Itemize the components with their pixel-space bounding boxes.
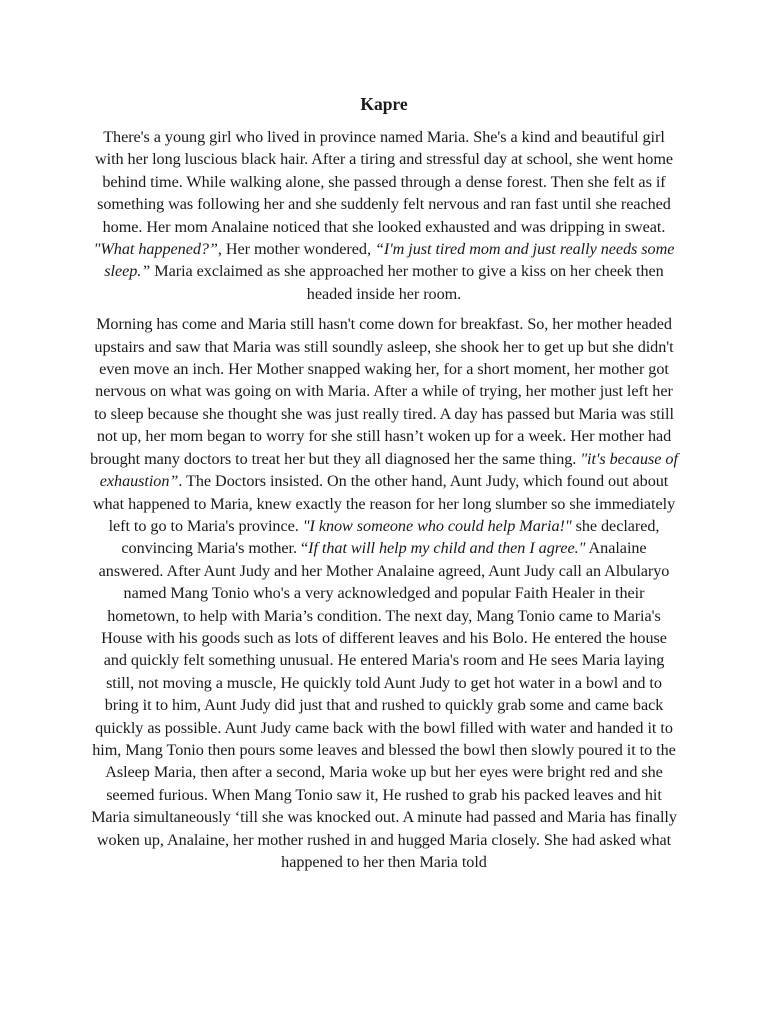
paragraph-2-run: "it's because of exhaustion” <box>99 449 678 491</box>
paragraph-2-run: Morning has come and Maria still hasn't come down for breakfast. So, her mother headed upstairs and saw that Maria was still soundly asleep, she shook her to get up but she didn't even move an inch. Her Mother snapped waking her, for a short moment, her mother got nervous on what was going on with Maria. After a while of trying, her mother just left her to sleep because she thought she was just really tired. A day has passed but Maria was still not up, her mom began to worry for she still hasn’t woken up for a week. Her mother had brought many doctors to treat her but they all diagnosed her the same thing. <box>90 315 674 468</box>
paragraph-1-run: , Her mother wondered <box>217 240 367 259</box>
document-page <box>88 92 680 881</box>
paragraph-1-run: "What happened?” <box>93 240 218 259</box>
paragraph-2-run: she declared, convincing Maria's mother. “ <box>121 516 660 558</box>
document-title: Kapre <box>360 94 408 114</box>
paragraph-2-run: If that will help my child and then I agree." <box>308 539 586 558</box>
paragraph-2-run: "I know someone who could help Maria!" <box>302 516 572 535</box>
paragraph-1-run: , “I'm just tired mom and just really needs some sleep.” <box>104 240 675 281</box>
paragraph-2 <box>88 313 680 873</box>
paragraph-1-run: Maria exclaimed as she approached her mother to give a kiss on her cheek then headed inside her room. <box>150 262 664 303</box>
paragraph-1 <box>88 126 680 305</box>
paragraph-2-run: . The Doctors insisted. On the other hand, Aunt Judy, which found out about what happened to Maria, knew exactly the reason for her long slumber so she immediately left to go to Maria's province. <box>92 472 676 535</box>
paragraph-2-run: Analaine answered. After Aunt Judy and her Mother Analaine agreed, Aunt Judy call an Albularyo named Mang Tonio who's a very acknowledged and popular Faith Healer in their hometown, to help with Maria’s condition. The next day, Mang Tonio came to Maria's House with his goods such as lots of different leaves and his Bolo. He entered the house and quickly felt something unusual. He entered Maria's room and He sees Maria laying still, not moving a muscle, He quickly told Aunt Judy to get hot water in a bowl and to bring it to him, Aunt Judy did just that and rushed to quickly grab some and came back quickly as possible. Aunt Judy came back with the bowl filled with water and handed it to him, Mang Tonio then pours some leaves and blessed the bowl then slowly poured it to the Asleep Maria, then after a second, Maria woke up but her eyes were bright red and she seemed furious. When Mang Tonio saw it, He rushed to grab his packed leaves and hit Maria simultaneously ‘till she was knocked out. A minute had passed and Maria has finally woken up, Analaine, her mother rushed in and hugged Maria closely. She had asked what happened to her then Maria told <box>91 539 677 871</box>
paragraph-1-run: There's a young girl who lived in province named Maria. She's a kind and beautiful girl with her long luscious black hair. After a tiring and stressful day at school, she went home behind time. While walking alone, she passed through a dense forest. Then she felt as if something was following her and she suddenly felt nervous and ran fast until she reached home. Her mom Analaine noticed that she looked exhausted and was dripping in sweat. <box>94 128 674 236</box>
